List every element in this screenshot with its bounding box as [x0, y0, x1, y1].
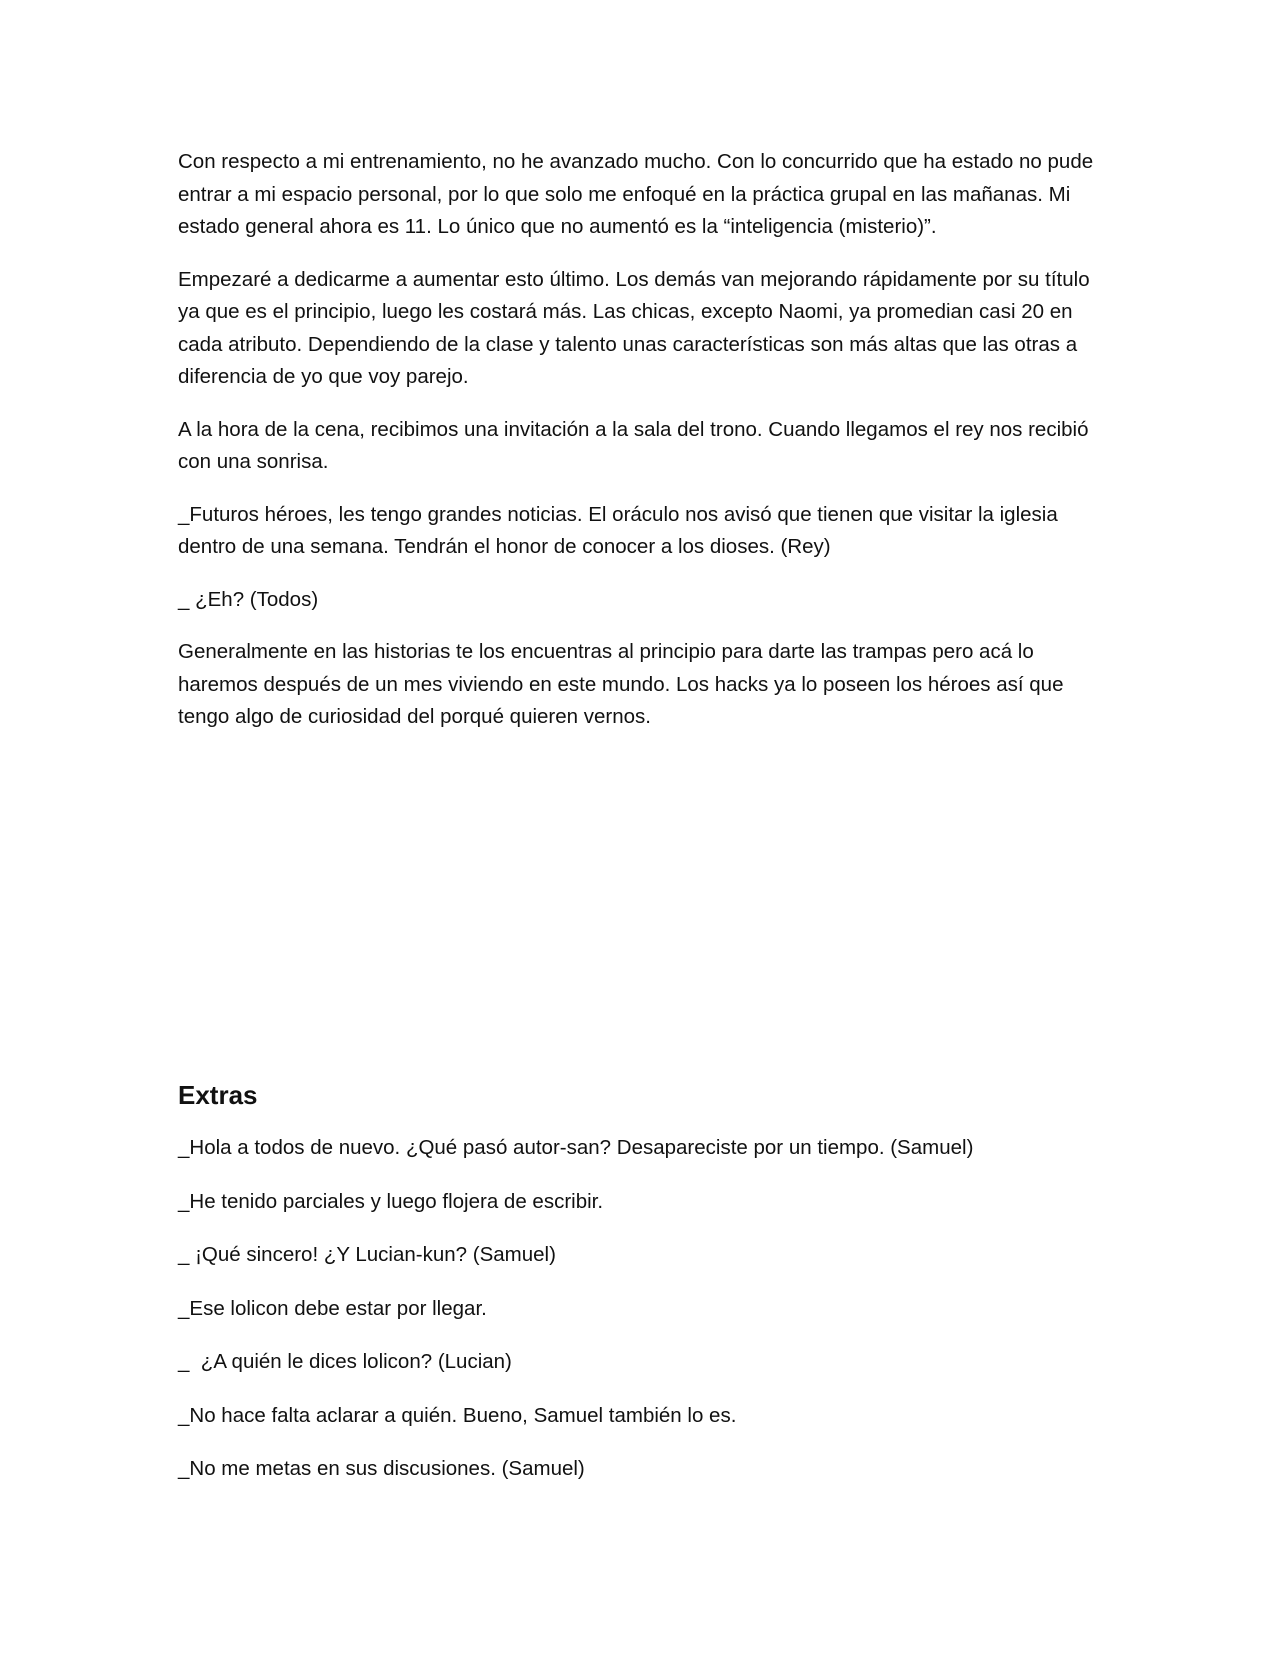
dialogue-line: _ ¡Qué sincero! ¿Y Lucian-kun? (Samuel)	[178, 1243, 556, 1266]
paragraph: Con respecto a mi entrenamiento, no he avanzado mucho. Con lo concurrido que ha estado no pude entrar a mi espacio personal, por lo que solo me enfoqué en la práctica grupal en las mañanas. Mi estado general ahora es 11. Lo único que no aumentó es la “inteligencia (misterio)”.	[178, 150, 1094, 238]
dialogue-line: _No hace falta aclarar a quién. Bueno, Samuel también lo es.	[178, 1403, 737, 1427]
paragraph: A la hora de la cena, recibimos una invitación a la sala del trono. Cuando llegamos el rey nos recibió con una sonrisa.	[178, 417, 1089, 473]
dialogue-line: _ ¿A quién le dices lolicon? (Lucian)	[178, 1350, 512, 1373]
main-text	[178, 146, 1108, 734]
extras-section	[178, 1078, 1108, 1507]
dialogue-line: _Ese lolicon debe estar por llegar.	[178, 1296, 487, 1320]
paragraph: Empezaré a dedicarme a aumentar esto último. Los demás van mejorando rápidamente por su título ya que es el principio, luego les costará más. Las chicas, excepto Naomi, ya promedian casi 20 en cada atributo. Dependiendo de la clase y talento unas características son más altas que las otras a diferencia de yo que voy parejo.	[178, 267, 1090, 388]
paragraph: Generalmente en las historias te los encuentras al principio para darte las trampas pero acá lo haremos después de un mes viviendo en este mundo. Los hacks ya lo poseen los héroes así que tengo algo de curiosidad del porqué quieren vernos.	[178, 640, 1064, 728]
dialogue-line: _No me metas en sus discusiones. (Samuel)	[178, 1457, 585, 1480]
dialogue-line: _Hola a todos de nuevo. ¿Qué pasó autor-san? Desapareciste por un tiempo. (Samuel)	[178, 1136, 974, 1159]
dialogue-line: _Futuros héroes, les tengo grandes noticias. El oráculo nos avisó que tienen que visitar la iglesia dentro de una semana. Tendrán el honor de conocer a los dioses. (Rey)	[178, 502, 1058, 558]
dialogue-line: _He tenido parciales y luego flojera de escribir.	[178, 1189, 604, 1213]
section-heading: Extras	[178, 1080, 258, 1110]
dialogue-line: _ ¿Eh? (Todos)	[178, 587, 319, 611]
